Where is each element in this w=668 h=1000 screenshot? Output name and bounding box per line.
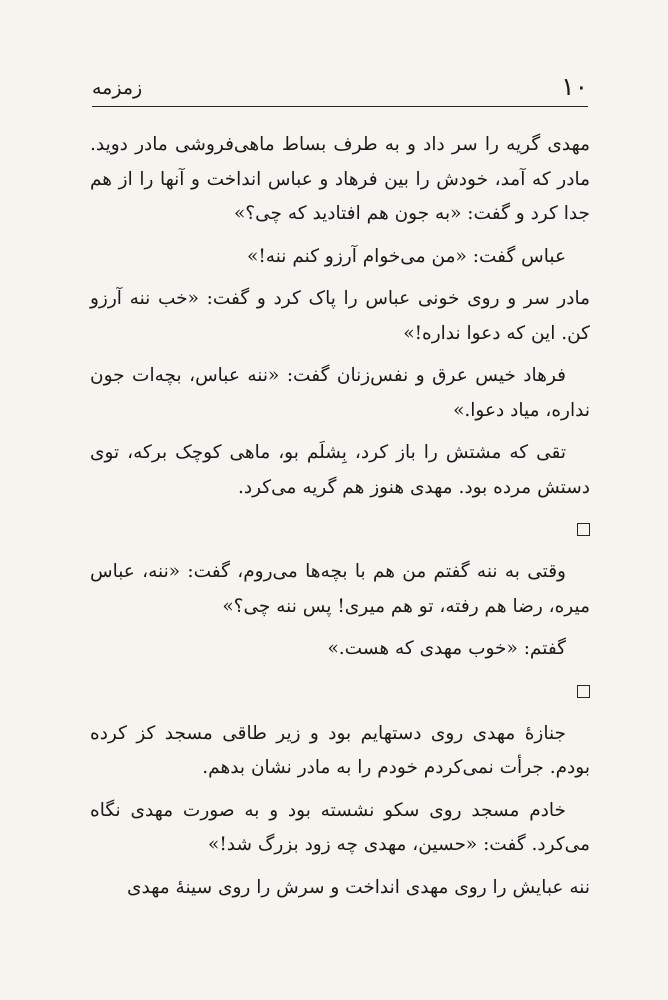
paragraph: فرهاد خیس عرق و نفس‌زنان گفت: «ننه عباس، بچه‌ات جون نداره، میاد دعوا.» bbox=[90, 365, 590, 421]
square-icon bbox=[577, 523, 590, 536]
paragraph: عباس گفت: «من می‌خوام آرزو کنم ننه!» bbox=[247, 245, 566, 267]
section-divider bbox=[90, 513, 590, 547]
paragraph: مادر سر و روی خونی عباس را پاک کرد و گفت: «خب ننه آرزو کن. این که دعوا نداره!» bbox=[90, 288, 590, 344]
paragraph: وقتی به ننه گفتم من هم با بچه‌ها می‌روم، گفت: «ننه، عباس میره، رضا هم رفته، تو هم میری! پس ننه چی؟» bbox=[90, 561, 590, 617]
running-header bbox=[92, 72, 588, 104]
square-icon bbox=[577, 685, 590, 698]
paragraph: تقی که مشتش را باز کرد، بِشلَم بو، ماهی کوچک برکه، توی دستش مرده بود. مهدی هنوز هم گریه می‌کرد. bbox=[90, 442, 590, 498]
paragraph: مهدی گریه را سر داد و به طرف بساط ماهی‌فروشی مادر دوید. مادر که آمد، خودش را بین فرهاد و عباس انداخت و آنها را از هم جدا کرد و گفت: «به جون هم افتادید که چی؟» bbox=[90, 134, 590, 224]
paragraph: خادم مسجد روی سکو نشسته بود و به صورت مهدی نگاه می‌کرد. گفت: «حسین، مهدی چه زود بزرگ شد!» bbox=[90, 799, 590, 855]
section-divider bbox=[90, 675, 590, 709]
paragraph: جنازهٔ مهدی روی دستهایم بود و زیر طاقی مسجد کز کرده بودم. جرأت نمی‌کردم خودم را به مادر نشان بدهم. bbox=[90, 722, 590, 778]
paragraph: گفتم: «خوب مهدی که هست.» bbox=[327, 638, 566, 659]
page-number: ۱۰ bbox=[561, 72, 588, 101]
body-text bbox=[90, 128, 590, 913]
paragraph: ننه عبایش را روی مهدی انداخت و سرش را روی سینهٔ مهدی bbox=[127, 876, 590, 898]
book-title: زمزمه bbox=[92, 77, 143, 99]
header-rule bbox=[92, 106, 588, 107]
